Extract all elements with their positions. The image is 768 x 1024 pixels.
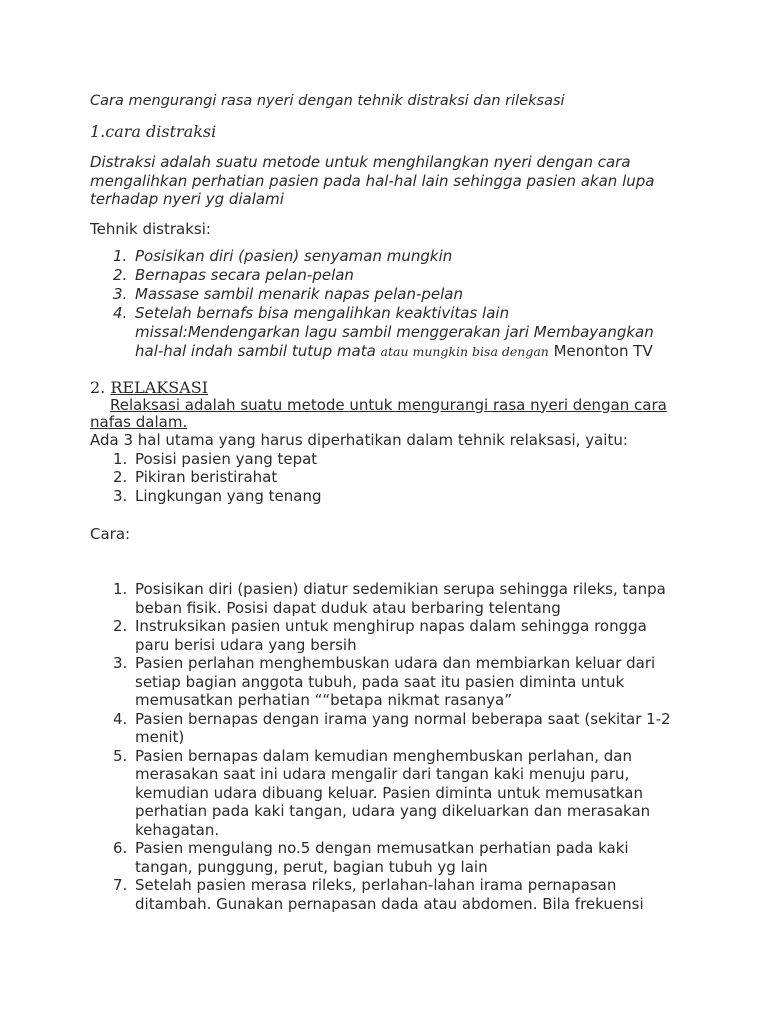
- list-item-text: kemudian udara dibuang keluar. Pasien diminta untuk memusatkan: [135, 783, 643, 802]
- list-number: 1.: [113, 246, 128, 265]
- list-item-text: Pikiran beristirahat: [135, 468, 278, 486]
- list-item-text: ditambah. Gunakan pernapasan dada atau abdomen. Bila frekuensi: [135, 894, 644, 913]
- distraksi-paragraph-line: Distraksi adalah suatu metode untuk menghilangkan nyeri dengan cara: [90, 153, 631, 171]
- distraksi-list: [90, 247, 690, 361]
- relaksasi-heading-number: 2.: [90, 377, 111, 397]
- distraksi-heading: 1.cara distraksi: [90, 122, 217, 141]
- list-number: 6.: [113, 839, 128, 857]
- relaksasi-paragraph-line: nafas dalam.: [90, 412, 188, 431]
- list-item-text: Posisikan diri (pasien) diatur sedemikian serupa sehingga rileks, tanpa: [135, 580, 666, 598]
- list-item-text: Instruksikan pasien untuk menghirup napas dalam sehingga rongga: [135, 617, 647, 635]
- list-number: 2.: [113, 617, 128, 635]
- cara-label: Cara:: [90, 525, 131, 543]
- list-item-text: Massase sambil menarik napas pelan-pelan: [135, 284, 463, 303]
- distraksi-paragraph: [90, 153, 690, 209]
- list-item-text: Setelah bernafs bisa mengalihkan keaktivitas lain: [135, 303, 510, 322]
- distraksi-paragraph-line: mengalihkan perhatian pasien pada hal-hal lain sehingga pasien akan lupa: [90, 171, 655, 190]
- relaksasi-list: [90, 450, 690, 506]
- list-number: 7.: [113, 876, 128, 894]
- list-item: [90, 450, 690, 469]
- list-number: 4.: [113, 709, 128, 728]
- relaksasi-paragraph-line: Relaksasi adalah suatu metode untuk mengurangi rasa nyeri dengan cara: [110, 395, 667, 414]
- list-item-text: Posisi pasien yang tepat: [135, 449, 318, 468]
- list-number: 3.: [113, 486, 128, 505]
- list-number: 1.: [113, 449, 128, 468]
- relaksasi-heading-word: RELAKSASI: [110, 377, 209, 397]
- list-item: [90, 285, 690, 304]
- list-number: 1.: [113, 580, 128, 598]
- list-item: [90, 876, 690, 913]
- list-item-text: tangan, punggung, perut, bagian tubuh yg lain: [135, 857, 488, 876]
- list-item-text: kehagatan.: [135, 820, 220, 839]
- list-item-text: Posisikan diri (pasien) senyaman mungkin: [135, 246, 453, 265]
- list-number: 3.: [113, 284, 128, 303]
- list-item-text: beban fisik. Posisi dapat duduk atau berbaring telentang: [135, 598, 561, 617]
- list-item: [90, 266, 690, 285]
- list-item: [90, 580, 690, 617]
- list-number: 5.: [113, 746, 128, 765]
- list-item-text: Lingkungan yang tenang: [135, 486, 322, 505]
- document-title: Cara mengurangi rasa nyeri dengan tehnik distraksi dan rileksasi: [90, 93, 565, 109]
- list-item-text: memusatkan perhatian ““betapa nikmat rasanya”: [135, 691, 512, 709]
- list-item: [90, 247, 690, 266]
- list-item-text: paru berisi udara yang bersih: [135, 635, 357, 654]
- list-item-text: menit): [135, 728, 185, 746]
- list-item-text: Setelah pasien merasa rileks, perlahan-lahan irama pernapasan: [135, 876, 617, 894]
- list-item-text: Pasien mengulang no.5 dengan memusatkan perhatian pada kaki: [135, 839, 629, 857]
- list-item: [90, 487, 690, 506]
- list-item: [90, 617, 690, 654]
- list-item: [90, 747, 690, 840]
- list-number: 2.: [113, 468, 128, 486]
- list-item-text: Pasien bernapas dalam kemudian menghembuskan perlahan, dan: [135, 746, 632, 765]
- relaksasi-heading: [90, 379, 690, 396]
- tehnik-distraksi-label: Tehnik distraksi:: [90, 219, 211, 238]
- list-item-text: merasakan saat ini udara mengalir dari tangan kaki menuju paru,: [135, 765, 630, 783]
- list-item-text: hal-hal indah sambil tutup mata: [135, 341, 381, 360]
- list-item-text: perhatian pada kaki tangan, udara yang dikeluarkan dan merasakan: [135, 802, 651, 820]
- list-item-text: setiap bagian anggota tubuh, pada saat itu pasien diminta untuk: [135, 672, 625, 691]
- list-item: [90, 304, 690, 361]
- list-item: [90, 839, 690, 876]
- list-number: 2.: [113, 265, 128, 284]
- list-number: 3.: [113, 654, 128, 672]
- relaksasi-intro: Ada 3 hal utama yang harus diperhatikan dalam tehnik relaksasi, yaitu:: [90, 430, 628, 449]
- distraksi-paragraph-line: terhadap nyeri yg dialami: [90, 190, 284, 208]
- list-item-text: missal:Mendengarkan lagu sambil menggerakan jari Membayangkan: [135, 322, 654, 341]
- list-item: [90, 710, 690, 747]
- document-page: [90, 92, 690, 913]
- cara-list: [90, 580, 690, 913]
- list-item: [90, 654, 690, 710]
- list-item-text: Pasien perlahan menghembuskan udara dan membiarkan keluar dari: [135, 654, 656, 672]
- list-item: [90, 468, 690, 487]
- list-item-text: Pasien bernapas dengan irama yang normal beberapa saat (sekitar 1-2: [135, 709, 671, 728]
- list-item-text: Menonton TV: [548, 341, 653, 360]
- list-item-text: Bernapas secara pelan-pelan: [135, 265, 354, 284]
- list-item-text: atau mungkin bisa dengan: [380, 343, 549, 359]
- relaksasi-paragraph: [90, 397, 690, 431]
- list-number: 4.: [113, 303, 128, 322]
